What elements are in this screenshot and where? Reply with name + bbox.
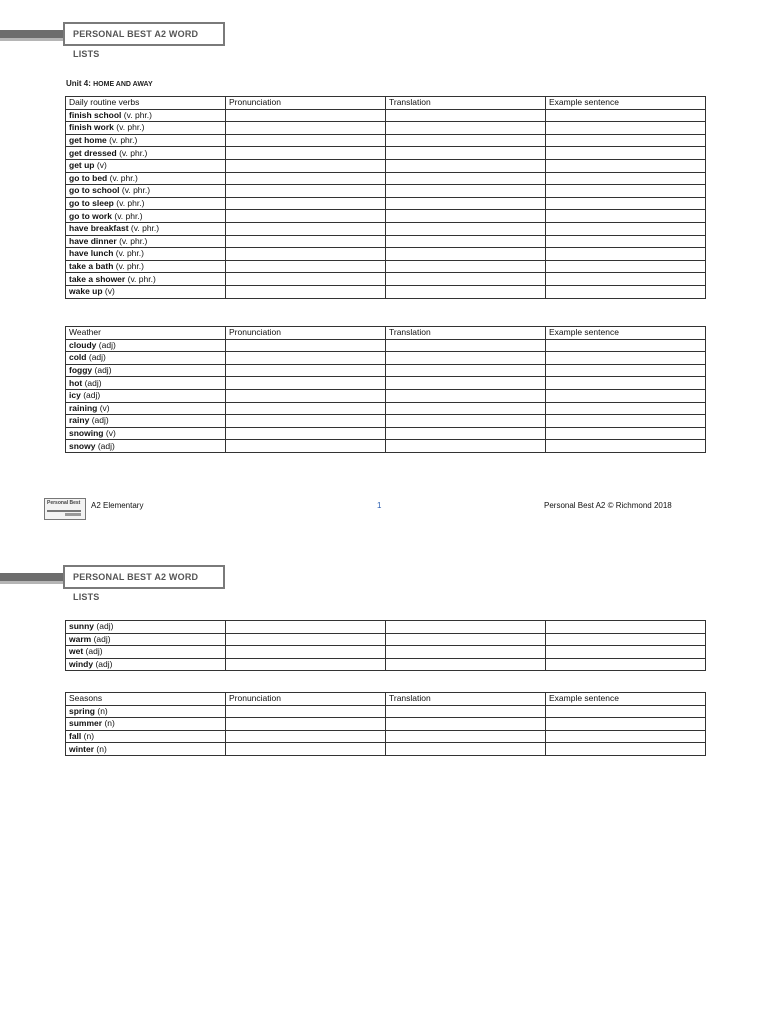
- word-cell: [66, 718, 226, 731]
- part-of-speech: (v. phr.): [109, 135, 138, 146]
- translation-cell[interactable]: [386, 377, 546, 390]
- word-text: go to school: [69, 185, 120, 196]
- example-cell[interactable]: [546, 109, 706, 122]
- word-text: windy: [69, 659, 94, 670]
- pronunciation-heading: Pronunciation: [226, 693, 386, 706]
- page-footer: [44, 498, 684, 522]
- word-text: snowing: [69, 428, 104, 439]
- translation-cell[interactable]: [386, 389, 546, 402]
- pronunciation-cell[interactable]: [226, 248, 386, 261]
- pronunciation-cell[interactable]: [226, 159, 386, 172]
- pronunciation-heading: Pronunciation: [226, 97, 386, 110]
- translation-heading: Translation: [386, 693, 546, 706]
- pronunciation-cell[interactable]: [226, 147, 386, 160]
- word-text: sunny: [69, 621, 95, 632]
- logo-bar: [65, 513, 81, 516]
- word-text: get home: [69, 135, 107, 146]
- word-cell: [66, 147, 226, 160]
- word-text: rainy: [69, 415, 90, 426]
- pronunciation-cell[interactable]: [226, 222, 386, 235]
- example-cell[interactable]: [546, 743, 706, 756]
- word-cell: [66, 352, 226, 365]
- table-row: [66, 427, 706, 440]
- part-of-speech: (adj): [94, 365, 112, 376]
- logo-text: Personal Best: [47, 500, 81, 506]
- example-cell[interactable]: [546, 633, 706, 646]
- translation-cell[interactable]: [386, 172, 546, 185]
- example-cell[interactable]: [546, 260, 706, 273]
- table-row: [66, 285, 706, 298]
- word-cell: [66, 235, 226, 248]
- word-text: icy: [69, 390, 81, 401]
- part-of-speech: (v): [104, 286, 115, 297]
- pronunciation-cell[interactable]: [226, 122, 386, 135]
- pronunciation-cell[interactable]: [226, 415, 386, 428]
- unit-title: [66, 79, 153, 88]
- part-of-speech: (adj): [84, 377, 102, 388]
- translation-cell[interactable]: [386, 147, 546, 160]
- pronunciation-cell[interactable]: [226, 427, 386, 440]
- table-row: [66, 658, 706, 671]
- translation-cell[interactable]: [386, 260, 546, 273]
- translation-cell[interactable]: [386, 210, 546, 223]
- part-of-speech: (adj): [83, 390, 101, 401]
- part-of-speech: (v. phr.): [115, 248, 144, 259]
- weather-table-continued: [65, 620, 706, 671]
- part-of-speech: (v. phr.): [119, 235, 148, 246]
- table-header-row: [66, 327, 706, 340]
- translation-cell[interactable]: [386, 730, 546, 743]
- header-bar: [0, 30, 64, 38]
- word-text: have lunch: [69, 248, 114, 259]
- pronunciation-cell[interactable]: [226, 273, 386, 286]
- table-row: [66, 633, 706, 646]
- table-row: [66, 273, 706, 286]
- table-row: [66, 210, 706, 223]
- part-of-speech: (v. phr.): [116, 198, 145, 209]
- example-cell[interactable]: [546, 185, 706, 198]
- translation-cell[interactable]: [386, 705, 546, 718]
- table-row: [66, 718, 706, 731]
- word-cell: [66, 402, 226, 415]
- table-row: [66, 185, 706, 198]
- pronunciation-cell[interactable]: [226, 743, 386, 756]
- word-text: go to sleep: [69, 198, 114, 209]
- part-of-speech: (adj): [98, 339, 116, 350]
- translation-cell[interactable]: [386, 633, 546, 646]
- header-title: PERSONAL BEST A2 WORD LISTS: [63, 565, 225, 589]
- word-cell: [66, 197, 226, 210]
- word-cell: [66, 222, 226, 235]
- part-of-speech: (n): [83, 731, 95, 742]
- example-cell[interactable]: [546, 364, 706, 377]
- word-cell: [66, 646, 226, 659]
- pronunciation-heading: Pronunciation: [226, 327, 386, 340]
- word-cell: [66, 633, 226, 646]
- word-text: finish school: [69, 109, 122, 120]
- pronunciation-cell[interactable]: [226, 402, 386, 415]
- pronunciation-cell[interactable]: [226, 621, 386, 634]
- word-text: finish work: [69, 122, 114, 133]
- part-of-speech: (v. phr.): [109, 172, 138, 183]
- word-text: cloudy: [69, 339, 97, 350]
- word-cell: [66, 364, 226, 377]
- translation-cell[interactable]: [386, 285, 546, 298]
- translation-cell[interactable]: [386, 415, 546, 428]
- word-cell: [66, 339, 226, 352]
- table-row: [66, 339, 706, 352]
- header-bar-accent: [0, 38, 64, 41]
- table-row: [66, 730, 706, 743]
- part-of-speech: (n): [97, 705, 108, 716]
- table-row: [66, 389, 706, 402]
- word-cell: [66, 273, 226, 286]
- example-cell[interactable]: [546, 222, 706, 235]
- part-of-speech: (v. phr.): [130, 223, 160, 234]
- translation-cell[interactable]: [386, 222, 546, 235]
- pronunciation-cell[interactable]: [226, 134, 386, 147]
- pronunciation-cell[interactable]: [226, 210, 386, 223]
- translation-cell[interactable]: [386, 109, 546, 122]
- translation-heading: Translation: [386, 327, 546, 340]
- word-cell: [66, 134, 226, 147]
- translation-cell[interactable]: [386, 122, 546, 135]
- word-cell: [66, 122, 226, 135]
- pronunciation-cell[interactable]: [226, 235, 386, 248]
- table-row: [66, 248, 706, 261]
- word-cell: [66, 621, 226, 634]
- pronunciation-cell[interactable]: [226, 718, 386, 731]
- table-row: [66, 705, 706, 718]
- translation-cell[interactable]: [386, 235, 546, 248]
- word-cell: [66, 185, 226, 198]
- edition-label: A2 Elementary: [91, 501, 144, 510]
- pronunciation-cell[interactable]: [226, 172, 386, 185]
- part-of-speech: (v. phr.): [119, 147, 148, 158]
- word-text: raining: [69, 402, 98, 413]
- example-cell[interactable]: [546, 377, 706, 390]
- word-text: cold: [69, 352, 87, 363]
- example-cell[interactable]: [546, 415, 706, 428]
- translation-cell[interactable]: [386, 339, 546, 352]
- page-header: [0, 22, 217, 59]
- part-of-speech: (adj): [95, 659, 113, 670]
- translation-cell[interactable]: [386, 743, 546, 756]
- example-cell[interactable]: [546, 248, 706, 261]
- pronunciation-cell[interactable]: [226, 197, 386, 210]
- word-cell: [66, 730, 226, 743]
- table-row: [66, 147, 706, 160]
- page-header: [0, 565, 217, 602]
- category-heading: Seasons: [66, 693, 226, 706]
- pronunciation-cell[interactable]: [226, 185, 386, 198]
- example-cell[interactable]: [546, 352, 706, 365]
- pronunciation-cell[interactable]: [226, 633, 386, 646]
- word-cell: [66, 172, 226, 185]
- part-of-speech: (v): [105, 428, 116, 439]
- example-cell[interactable]: [546, 389, 706, 402]
- word-text: wake up: [69, 286, 103, 297]
- copyright: Personal Best A2 © Richmond 2018: [544, 501, 672, 510]
- pronunciation-cell[interactable]: [226, 260, 386, 273]
- word-text: take a bath: [69, 261, 114, 272]
- table-row: [66, 260, 706, 273]
- example-cell[interactable]: [546, 197, 706, 210]
- part-of-speech: (adj): [93, 633, 111, 644]
- pronunciation-cell[interactable]: [226, 658, 386, 671]
- word-cell: [66, 415, 226, 428]
- translation-cell[interactable]: [386, 197, 546, 210]
- word-text: foggy: [69, 365, 93, 376]
- translation-cell[interactable]: [386, 440, 546, 453]
- table-header-row: [66, 97, 706, 110]
- part-of-speech: (v. phr.): [115, 261, 144, 272]
- part-of-speech: (v): [99, 402, 110, 413]
- example-cell[interactable]: [546, 122, 706, 135]
- translation-cell[interactable]: [386, 718, 546, 731]
- word-cell: [66, 658, 226, 671]
- table-row: [66, 109, 706, 122]
- word-cell: [66, 427, 226, 440]
- example-cell[interactable]: [546, 621, 706, 634]
- example-cell[interactable]: [546, 427, 706, 440]
- pronunciation-cell[interactable]: [226, 389, 386, 402]
- header-bar-accent: [0, 581, 64, 584]
- word-text: go to work: [69, 210, 112, 221]
- word-cell: [66, 743, 226, 756]
- table-row: [66, 646, 706, 659]
- unit-prefix: Unit 4:: [66, 79, 94, 88]
- part-of-speech: (v. phr.): [116, 122, 145, 133]
- table-header-row: [66, 693, 706, 706]
- translation-cell[interactable]: [386, 646, 546, 659]
- word-text: fall: [69, 731, 82, 742]
- translation-cell[interactable]: [386, 134, 546, 147]
- pronunciation-cell[interactable]: [226, 730, 386, 743]
- category-heading: Daily routine verbs: [66, 97, 226, 110]
- translation-cell[interactable]: [386, 427, 546, 440]
- part-of-speech: (adj): [97, 440, 115, 451]
- word-cell: [66, 705, 226, 718]
- table-row: [66, 159, 706, 172]
- word-text: take a shower: [69, 273, 126, 284]
- example-heading: Example sentence: [546, 693, 706, 706]
- word-text: snowy: [69, 440, 96, 451]
- table-row: [66, 197, 706, 210]
- word-text: wet: [69, 646, 84, 657]
- word-cell: [66, 440, 226, 453]
- header-title: PERSONAL BEST A2 WORD LISTS: [63, 22, 225, 46]
- example-cell[interactable]: [546, 402, 706, 415]
- part-of-speech: (v. phr.): [123, 109, 152, 120]
- pronunciation-cell[interactable]: [226, 109, 386, 122]
- logo-bar: [47, 510, 81, 512]
- example-cell[interactable]: [546, 339, 706, 352]
- word-text: hot: [69, 377, 83, 388]
- example-heading: Example sentence: [546, 97, 706, 110]
- word-text: have dinner: [69, 235, 117, 246]
- unit-name: HOME AND AWAY: [93, 81, 153, 88]
- word-cell: [66, 285, 226, 298]
- translation-cell[interactable]: [386, 621, 546, 634]
- table-row: [66, 743, 706, 756]
- example-cell[interactable]: [546, 235, 706, 248]
- translation-cell[interactable]: [386, 352, 546, 365]
- pronunciation-cell[interactable]: [226, 339, 386, 352]
- pronunciation-cell[interactable]: [226, 646, 386, 659]
- table-row: [66, 440, 706, 453]
- table-row: [66, 172, 706, 185]
- seasons-table: [65, 692, 706, 756]
- pronunciation-cell[interactable]: [226, 377, 386, 390]
- part-of-speech: (adj): [91, 415, 109, 426]
- word-cell: [66, 159, 226, 172]
- word-cell: [66, 210, 226, 223]
- example-cell[interactable]: [546, 134, 706, 147]
- table-row: [66, 621, 706, 634]
- part-of-speech: (v. phr.): [114, 210, 143, 221]
- header-bar: [0, 573, 64, 581]
- translation-cell[interactable]: [386, 159, 546, 172]
- word-text: have breakfast: [69, 223, 129, 234]
- page-number: 1: [377, 501, 382, 510]
- word-text: go to bed: [69, 172, 108, 183]
- word-text: spring: [69, 705, 95, 716]
- word-text: get dressed: [69, 147, 117, 158]
- word-cell: [66, 260, 226, 273]
- translation-heading: Translation: [386, 97, 546, 110]
- translation-cell[interactable]: [386, 402, 546, 415]
- example-cell[interactable]: [546, 440, 706, 453]
- part-of-speech: (adj): [85, 646, 103, 657]
- pronunciation-cell[interactable]: [226, 705, 386, 718]
- translation-cell[interactable]: [386, 364, 546, 377]
- example-cell[interactable]: [546, 172, 706, 185]
- word-cell: [66, 248, 226, 261]
- example-cell[interactable]: [546, 705, 706, 718]
- weather-table: [65, 326, 706, 453]
- example-cell[interactable]: [546, 658, 706, 671]
- word-text: winter: [69, 743, 95, 754]
- part-of-speech: (adj): [88, 352, 106, 363]
- part-of-speech: (v): [96, 160, 107, 171]
- word-text: get up: [69, 160, 95, 171]
- part-of-speech: (v. phr.): [127, 273, 156, 284]
- table-row: [66, 415, 706, 428]
- part-of-speech: (n): [96, 743, 107, 754]
- table-row: [66, 235, 706, 248]
- pronunciation-cell[interactable]: [226, 285, 386, 298]
- example-cell[interactable]: [546, 285, 706, 298]
- daily-routine-table: [65, 96, 706, 299]
- example-cell[interactable]: [546, 730, 706, 743]
- table-row: [66, 402, 706, 415]
- pronunciation-cell[interactable]: [226, 352, 386, 365]
- word-text: summer: [69, 718, 103, 729]
- word-cell: [66, 109, 226, 122]
- translation-cell[interactable]: [386, 273, 546, 286]
- table-row: [66, 377, 706, 390]
- pronunciation-cell[interactable]: [226, 364, 386, 377]
- pronunciation-cell[interactable]: [226, 440, 386, 453]
- table-row: [66, 364, 706, 377]
- example-cell[interactable]: [546, 718, 706, 731]
- table-row: [66, 352, 706, 365]
- table-row: [66, 134, 706, 147]
- translation-cell[interactable]: [386, 658, 546, 671]
- example-cell[interactable]: [546, 210, 706, 223]
- example-cell[interactable]: [546, 159, 706, 172]
- example-cell[interactable]: [546, 646, 706, 659]
- part-of-speech: (n): [104, 718, 115, 729]
- word-text: warm: [69, 633, 92, 644]
- part-of-speech: (adj): [96, 621, 114, 632]
- word-cell: [66, 389, 226, 402]
- table-row: [66, 222, 706, 235]
- translation-cell[interactable]: [386, 185, 546, 198]
- part-of-speech: (v. phr.): [121, 185, 151, 196]
- example-heading: Example sentence: [546, 327, 706, 340]
- word-cell: [66, 377, 226, 390]
- personal-best-logo: [44, 498, 86, 520]
- category-heading: Weather: [66, 327, 226, 340]
- example-cell[interactable]: [546, 273, 706, 286]
- translation-cell[interactable]: [386, 248, 546, 261]
- example-cell[interactable]: [546, 147, 706, 160]
- table-row: [66, 122, 706, 135]
